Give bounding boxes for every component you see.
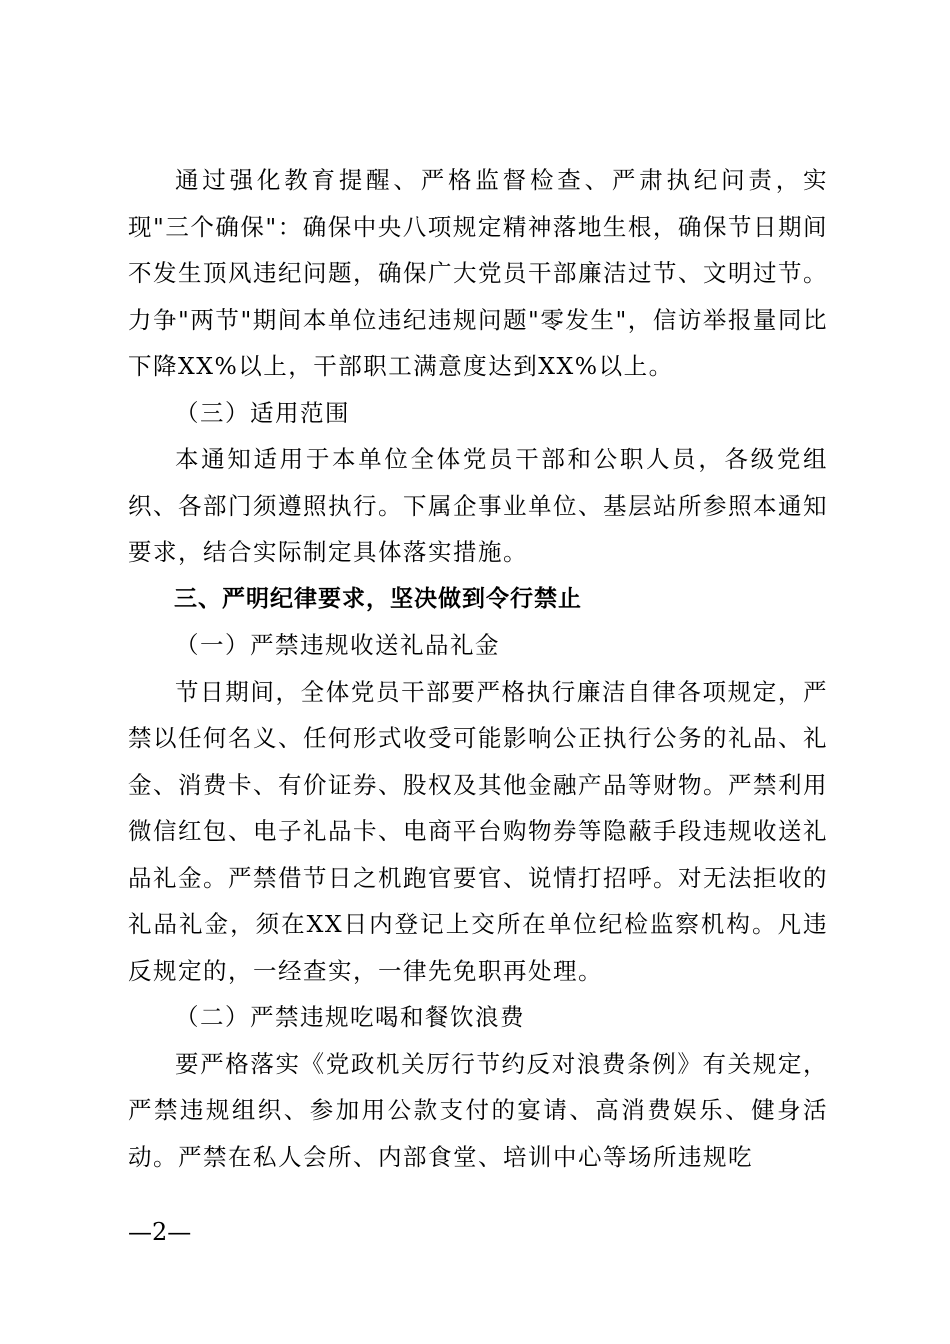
body-paragraph: 节日期间，全体党员干部要严格执行廉洁自律各项规定，严禁以任何名义、任何形式收受可能影响公正执行公务的礼品、礼金、消费卡、有价证券、股权及其他金融产品等财物。严禁利用微信红包、电子礼品卡、电商平台购物券等隐蔽手段违规收送礼品礼金。严禁借节日之机跑官要官、说情打招呼。对无法拒收的礼品礼金，须在XX日内登记上交所在单位纪检监察机构。凡违反规定的，一经查实，一律先免职再处理。 bbox=[128, 677, 828, 985]
subsection-heading: （一）严禁违规收送礼品礼金 bbox=[175, 631, 500, 659]
body-paragraph: 本通知适用于本单位全体党员干部和公职人员，各级党组织、各部门须遵照执行。下属企事业单位、基层站所参照本通知要求，结合实际制定具体落实措施。 bbox=[128, 445, 828, 566]
page-number: —2— bbox=[128, 1218, 192, 1246]
subsection-heading: （三）适用范围 bbox=[175, 398, 350, 427]
section-heading: 三、严明纪律要求，坚决做到令行禁止 bbox=[174, 585, 582, 612]
subsection-heading: （二）严禁违规吃喝和餐饮浪费 bbox=[175, 1003, 525, 1031]
body-paragraph: 通过强化教育提醒、严格监督检查、严肃执纪问责，实现"三个确保"：确保中央八项规定精神落地生根，确保节日期间不发生顶风违纪问题，确保广大党员干部廉洁过节、文明过节。力争"两节"期间本单位违纪违规问题"零发生"，信访举报量同比下降XX%以上，干部职工满意度达到XX%以上。 bbox=[128, 166, 828, 380]
document-body bbox=[128, 157, 828, 1180]
body-paragraph: 要严格落实《党政机关厉行节约反对浪费条例》有关规定，严禁违规组织、参加用公款支付的宴请、高消费娱乐、健身活动。严禁在私人会所、内部食堂、培训中心等场所违规吃 bbox=[128, 1049, 828, 1171]
